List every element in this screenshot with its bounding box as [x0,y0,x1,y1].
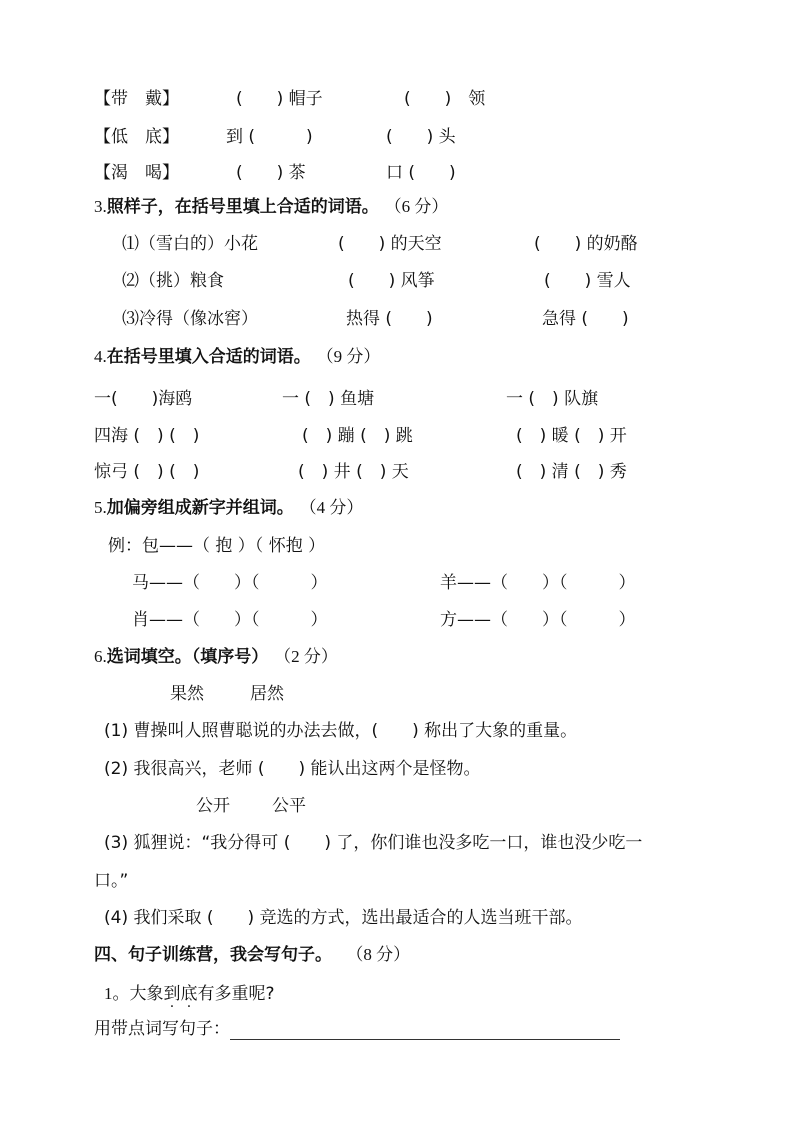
word-option: 公开 [196,796,230,816]
fill-blank[interactable]: ( ) 清 ( ) 秀 [516,462,627,482]
fill-blank[interactable]: 急得 ( ) [542,309,629,329]
fill-sentence[interactable]: (4) 我们采取 ( ) 竞选的方式，选出最适合的人选当班干部。 [104,908,583,928]
fill-blank[interactable]: 一 ( ) 鱼塘 [282,389,375,409]
question-5-title: 5.加偏旁组成新字并组词。 （4 分） [94,498,364,518]
fill-blank[interactable]: 肖——（ ）（ ） [132,610,328,630]
dotted-char: 到 [163,984,181,1004]
fill-blank[interactable]: 一 ( ) 队旗 [506,389,599,409]
fill-blank[interactable]: 惊弓 ( ) ( ) [94,462,200,482]
fill-blank[interactable]: ( ) 井 ( ) 天 [298,462,409,482]
fill-blank[interactable]: ( ) 蹦 ( ) 跳 [302,426,413,446]
example-item: ⑴（雪白的）小花 [122,234,258,254]
fill-sentence[interactable]: (3) 狐狸说：“我分得可 ( ) 了，你们谁也没多吃一口，谁也没少吃一 [104,833,643,853]
fill-sentence[interactable]: (2) 我很高兴，老师 ( ) 能认出这两个是怪物。 [104,759,481,779]
section-4-title: 四、句子训练营，我会写句子。 （8 分） [94,945,411,965]
dotted-char: 底 [180,984,198,1004]
fill-blank[interactable]: ( ) 茶 [236,163,306,183]
word-pair-label: 【渴 喝】 [94,163,179,183]
example-item: ⑵（挑）粮食 [122,271,224,291]
word-pair-label: 【带 戴】 [94,89,179,109]
word-option: 居然 [250,684,284,704]
fill-blank[interactable]: 方——（ ）（ ） [440,610,636,630]
write-sentence-row: 用带点词写句子： [94,1018,620,1040]
fill-blank[interactable]: ( ) 头 [386,127,456,147]
word-option: 公平 [272,796,306,816]
fill-sentence-continued: 口。” [94,871,129,891]
fill-blank[interactable]: 一( )海鸥 [94,389,193,409]
fill-blank[interactable]: 羊——（ ）（ ） [440,573,636,593]
word-option: 果然 [170,684,204,704]
fill-blank[interactable]: 马——（ ）（ ） [132,573,328,593]
sentence-item-1: 1。大象到底有多重呢? [104,984,275,1004]
word-pair-label: 【低 底】 [94,127,179,147]
fill-blank[interactable]: ( ) 的天空 [338,234,442,254]
fill-blank[interactable]: ( ) 领 [404,89,486,109]
fill-blank[interactable]: 四海 ( ) ( ) [94,426,200,446]
example-item: 例：包——（ 抱 ）（ 怀抱 ） [108,536,326,556]
fill-blank[interactable]: 口 ( ) [386,163,456,183]
answer-line[interactable] [230,1023,620,1040]
fill-blank[interactable]: 热得 ( ) [346,309,433,329]
example-item: ⑶冷得（像冰窖） [122,309,258,329]
fill-blank[interactable]: 到 ( ) [226,127,313,147]
fill-blank[interactable]: ( ) 的奶酪 [534,234,638,254]
question-3-title: 3.照样子，在括号里填上合适的词语。 （6 分） [94,197,449,217]
fill-blank[interactable]: ( ) 风筝 [348,271,435,291]
fill-blank[interactable]: ( ) 暖 ( ) 开 [516,426,627,446]
question-6-title: 6.选词填空。（填序号） （2 分） [94,647,338,667]
question-4-title: 4.在括号里填入合适的词语。 （9 分） [94,347,381,367]
fill-blank[interactable]: ( ) 雪人 [544,271,631,291]
fill-sentence[interactable]: (1) 曹操叫人照曹聪说的办法去做，( ) 称出了大象的重量。 [104,721,578,741]
fill-blank[interactable]: ( ) 帽子 [236,89,323,109]
